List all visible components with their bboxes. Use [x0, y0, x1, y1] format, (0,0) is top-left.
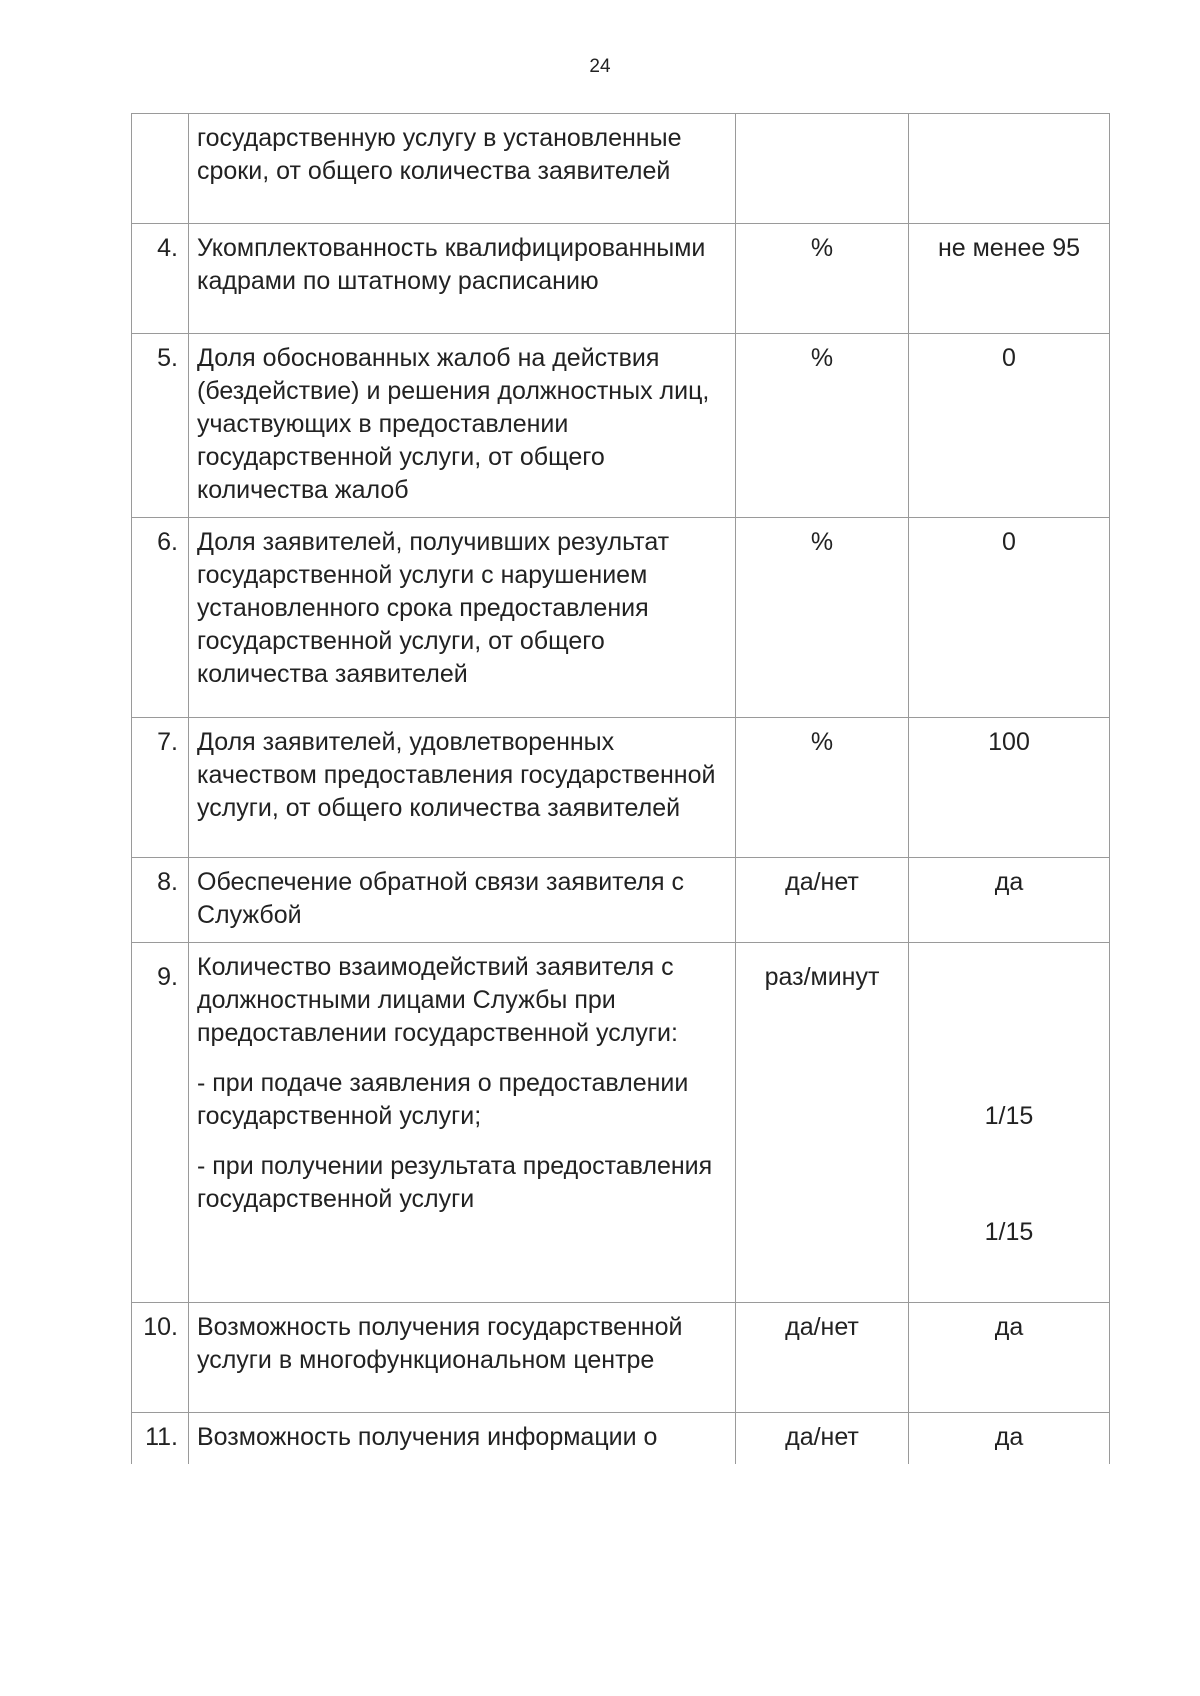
- value-cell: [909, 114, 1110, 224]
- row-number: 5.: [132, 334, 189, 518]
- unit-cell: да/нет: [736, 858, 909, 943]
- quality-indicators-table: [131, 113, 1110, 1464]
- table-row: [132, 1303, 1110, 1413]
- value-cell: 0: [909, 334, 1110, 518]
- row-number: 9.: [132, 943, 189, 1303]
- indicator-text: Возможность получения государственной услуги в многофункциональном центре: [189, 1303, 736, 1413]
- table-row: [132, 943, 1110, 1303]
- table-row: [132, 114, 1110, 224]
- value-cell: да: [909, 1303, 1110, 1413]
- sub-item-value: 1/15: [984, 1218, 1034, 1246]
- page-number: 24: [589, 56, 611, 77]
- unit-cell: [736, 114, 909, 224]
- value-cell: 100: [909, 718, 1110, 858]
- table-row: [132, 858, 1110, 943]
- indicator-text: Укомплектованность квалифицированными кадрами по штатному расписанию: [189, 224, 736, 334]
- unit-cell: да/нет: [736, 1413, 909, 1465]
- unit-cell: %: [736, 224, 909, 334]
- indicator-text: государственную услугу в установленные сроки, от общего количества заявителей: [189, 114, 736, 224]
- row-number: [132, 114, 189, 224]
- row-number: 8.: [132, 858, 189, 943]
- table-row: [132, 334, 1110, 518]
- unit-cell: %: [736, 518, 909, 718]
- table-row: [132, 224, 1110, 334]
- indicator-text: Доля заявителей, получивших результат государственной услуги с нарушением установленного срока предоставления государственной услуги, от общего количества заявителей: [189, 518, 736, 718]
- sub-item-text: - при получении результата предоставления государственной услуги: [197, 1152, 713, 1213]
- value-cell: не менее 95: [909, 224, 1110, 334]
- unit-cell: раз/минут: [736, 943, 909, 1303]
- indicator-text: Возможность получения информации о: [189, 1413, 736, 1465]
- row-number: 11.: [132, 1413, 189, 1465]
- indicator-text: Количество взаимодействий заявителя с должностными лицами Службы при предоставлении государственной услуги:: [197, 953, 678, 1047]
- sub-item-value: 1/15: [984, 1102, 1034, 1130]
- table-row: [132, 718, 1110, 858]
- value-cell: [909, 943, 1110, 1303]
- unit-cell: %: [736, 718, 909, 858]
- unit-cell: да/нет: [736, 1303, 909, 1413]
- value-cell: 0: [909, 518, 1110, 718]
- row-number: 7.: [132, 718, 189, 858]
- row-number: 6.: [132, 518, 189, 718]
- table-row: [132, 1413, 1110, 1465]
- value-cell: да: [909, 858, 1110, 943]
- sub-item-text: - при подаче заявления о предоставлении государственной услуги;: [197, 1069, 689, 1130]
- table-row: [132, 518, 1110, 718]
- indicator-text: Доля заявителей, удовлетворенных качеством предоставления государственной услуги, от общего количества заявителей: [189, 718, 736, 858]
- unit-cell: %: [736, 334, 909, 518]
- indicator-text: Доля обоснованных жалоб на действия (бездействие) и решения должностных лиц, участвующих в предоставлении государственной услуги, от общего количества жалоб: [189, 334, 736, 518]
- row-number: 10.: [132, 1303, 189, 1413]
- value-cell: да: [909, 1413, 1110, 1465]
- indicator-text: Обеспечение обратной связи заявителя с Службой: [189, 858, 736, 943]
- row-number: 4.: [132, 224, 189, 334]
- indicator-cell: [189, 943, 736, 1303]
